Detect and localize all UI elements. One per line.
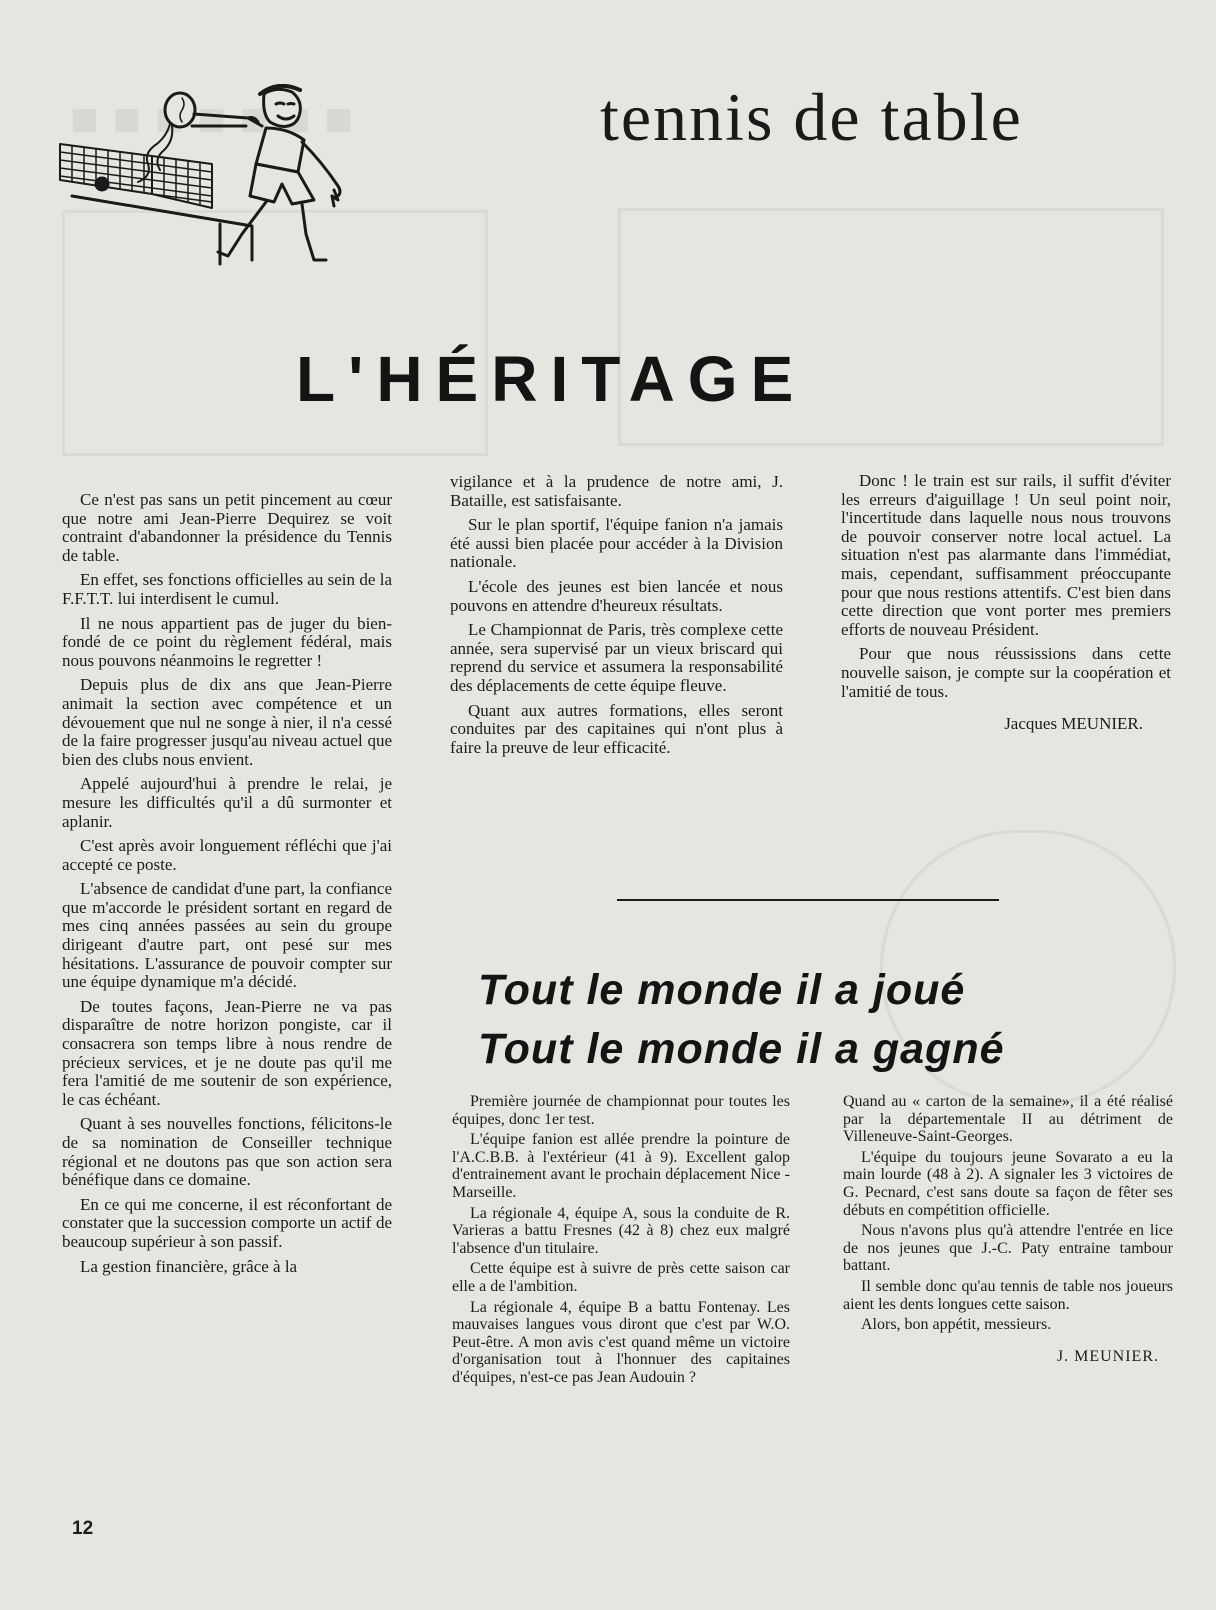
section-title: tennis de table — [600, 79, 1023, 155]
paragraph: Quant à ses nouvelles fonctions, félicitons-le de sa nomination de Conseiller technique régional et ne doutons pas que son action sera bénéfique dans ce domaine. — [62, 1114, 392, 1190]
paragraph: L'équipe du toujours jeune Sovarato a eu la main lourde (48 à 2). A signaler les 3 victoires de G. Pecnard, c'est sans doute sa façon de fêter ses débuts en compétition officielle. — [843, 1148, 1173, 1219]
article2-headline-line2: Tout le monde il a gagné — [478, 1025, 1005, 1073]
paragraph: La régionale 4, équipe B a battu Fontenay. Les mauvaises langues vous diront que c'est par W.O. Peut-être. A mon avis c'est quand même un victoire d'organisation tout à l'honnuer des capitaines d'équipes, n'est-ce pas Jean Audouin ? — [452, 1298, 790, 1386]
paragraph: De toutes façons, Jean-Pierre ne va pas disparaître de notre horizon pongiste, car il consacrera son temps libre à nous rendre de précieux services, et je ne doute pas qu'il me fera l'amitié de me soutenir de son expérience, le cas échéant. — [62, 996, 392, 1109]
paragraph: C'est après avoir longuement réfléchi que j'ai accepté ce poste. — [62, 836, 392, 874]
article2-column-2 — [843, 1093, 1173, 1368]
paragraph: Quand au « carton de la semaine», il a été réalisé par la départementale II au détriment de Villeneuve-Saint-Georges. — [843, 1093, 1173, 1146]
article2-headline-line1: Tout le monde il a joué — [478, 966, 966, 1014]
author-signature: Jacques MEUNIER. — [1004, 714, 1143, 734]
paragraph: En ce qui me concerne, il est réconfortant de constater que la succession comporte un actif de beaucoup supérieur à son passif. — [62, 1194, 392, 1251]
paragraph: Donc ! le train est sur rails, il suffit d'éviter les erreurs d'aiguillage ! Un seul point noir, l'incertitude dans laquelle nous nous trouvons de pouvoir conserver notre local actuel. La situation n'est pas alarmante dans l'immédiat, mais, cependant, suffisamment préoccupante pour que nous restions attentifs. C'est bien dans cette direction que vont porter mes premiers efforts de nouveau Président. — [841, 471, 1171, 639]
paragraph: La régionale 4, équipe A, sous la conduite de R. Varieras a battu Fresnes (42 à 8) chez eux malgré l'absence d'un titulaire. — [452, 1204, 790, 1257]
section-divider — [617, 899, 999, 901]
paragraph: Pour que nous réussissions dans cette nouvelle saison, je compte sur la coopération et l'amitié de tous. — [841, 644, 1171, 701]
paragraph: L'école des jeunes est bien lancée et nous pouvons en attendre d'heureux résultats. — [450, 576, 783, 615]
paragraph: Quant aux autres formations, elles seront conduites par des capitaines qui n'ont plus à faire la preuve de leur efficacité. — [450, 700, 783, 757]
paragraph: Première journée de championnat pour toutes les équipes, donc 1er test. — [452, 1093, 790, 1128]
show-through-text: ■ ■ ■ ■ ■ ■ ■ — [70, 93, 353, 146]
article-column-3 — [841, 472, 1171, 740]
article2-column-1 — [452, 1093, 790, 1390]
article-column-1 — [62, 491, 392, 1282]
paragraph: Appelé aujourd'hui à prendre le relai, je mesure les difficultés qu'il a dû surmonter et aplanir. — [62, 774, 392, 831]
paragraph: En effet, ses fonctions officielles au sein de la F.F.T.T. lui interdisent le cumul. — [62, 570, 392, 608]
paragraph: Nous n'avons plus qu'à attendre l'entrée en lice de nos jeunes que J.-C. Paty entraine tambour battant. — [843, 1222, 1173, 1275]
paragraph: Le Championnat de Paris, très complexe cette année, sera supervisé par un vieux briscard qui reprend du service et assumera la responsabilité des déplacements de cette équipe fleuve. — [450, 620, 783, 695]
paragraph: Il ne nous appartient pas de juger du bien-fondé de ce point du règlement fédéral, mais nous pouvons néanmoins le regretter ! — [62, 613, 392, 670]
paragraph: Il semble donc qu'au tennis de table nos joueurs aient les dents longues cette saison. — [843, 1277, 1173, 1313]
article-headline: L'HÉRITAGE — [296, 343, 807, 415]
paragraph: vigilance et à la prudence de notre ami, J. Bataille, est satisfaisante. — [450, 472, 783, 510]
author-signature: J. MEUNIER. — [1056, 1347, 1159, 1365]
ping-pong-player-icon — [52, 84, 392, 284]
paragraph: L'équipe fanion est allée prendre la pointure de l'A.C.B.B. à l'extérieur (41 à 9). Excellent galop d'entrainement avant le prochain déplacement Nice - Marseille. — [452, 1131, 790, 1201]
paragraph: Ce n'est pas sans un petit pincement au cœur que notre ami Jean-Pierre Dequirez se voit contraint d'abandonner la présidence du Tennis de table. — [62, 490, 392, 565]
paragraph: Alors, bon appétit, messieurs. — [861, 1316, 1052, 1334]
paragraph: Sur le plan sportif, l'équipe fanion n'a jamais été aussi bien placée pour accéder à la Division nationale. — [450, 515, 783, 572]
paragraph: L'absence de candidat d'une part, la confiance que m'accorde le président sortant en regard de mes cinq années passées au sein du groupe dirigeant d'autre part, ont pesé sur mes hésitations. L'assurance de pouvoir compter sur une équipe dynamique m'a décidé. — [62, 879, 392, 992]
paragraph: La gestion financière, grâce à la — [80, 1256, 298, 1276]
paragraph: Cette équipe est à suivre de près cette saison car elle a de l'ambition. — [452, 1260, 790, 1295]
paragraph: Depuis plus de dix ans que Jean-Pierre animait la section avec compétence et un dévouement que nul ne songe à nier, il n'a cessé de la faire progresser jusqu'au niveau actuel que bien des clubs nous envient. — [62, 675, 392, 769]
article-column-2 — [450, 473, 783, 763]
page-number: 12 — [72, 1518, 94, 1539]
